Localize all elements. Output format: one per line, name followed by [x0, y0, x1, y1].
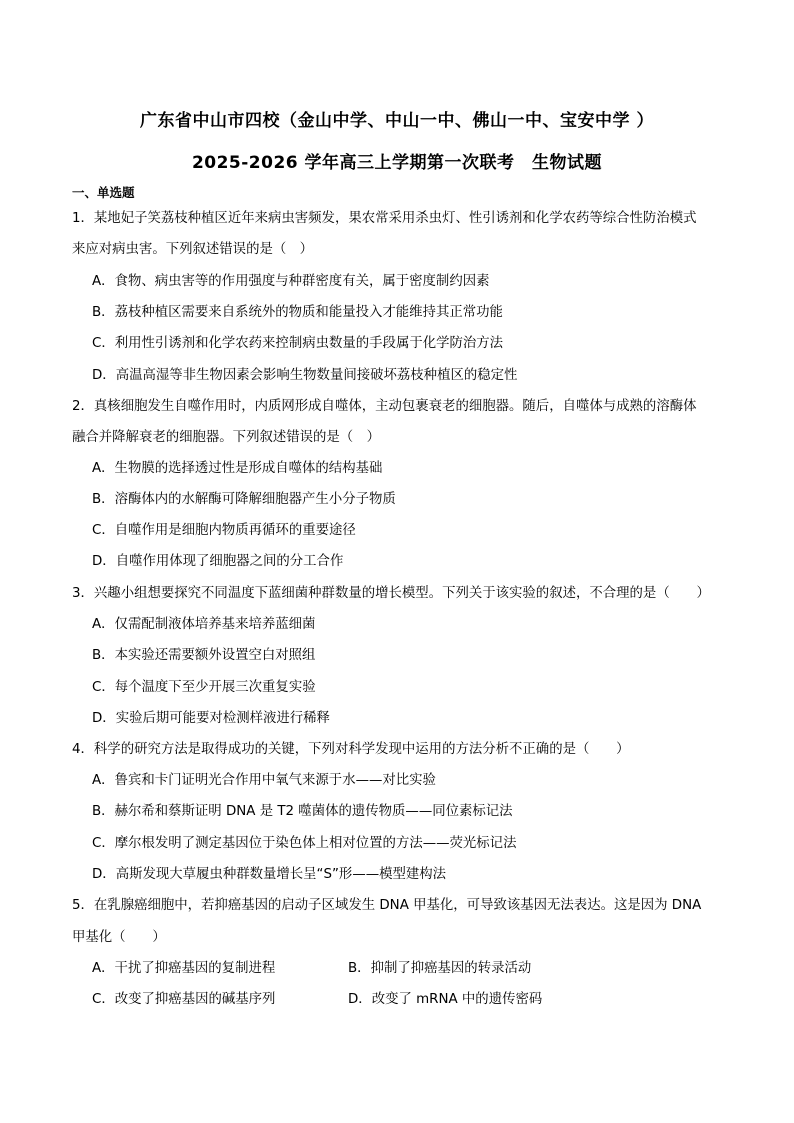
question-1-option-d: D．高温高湿等非生物因素会影响生物数量间接破坏荔枝种植区的稳定性 — [92, 368, 518, 383]
question-1-option-a: A．食物、病虫害等的作用强度与种群密度有关，属于密度制约因素 — [92, 274, 490, 289]
exam-title-line-2: 2025-2026 学年高三上学期第一次联考 生物试题 — [191, 153, 603, 173]
question-3-option-c: C．每个温度下至少开展三次重复实验 — [92, 680, 316, 695]
question-2-option-b: B．溶酶体内的水解酶可降解细胞器产生小分子物质 — [92, 492, 396, 507]
question-3-option-a: A．仅需配制液体培养基来培养蓝细菌 — [92, 617, 316, 632]
question-2-option-c: C．自噬作用是细胞内物质再循环的重要途径 — [92, 523, 356, 538]
question-1-stem-line-2: 来应对病虫害。下列叙述错误的是（ ） — [72, 242, 314, 257]
question-1-stem-line-1: 1．某地妃子笑荔枝种植区近年来病虫害频发，果农常采用杀虫灯、性引诱剂和化学农药等综合性防治模式 — [72, 211, 697, 226]
question-2-stem-line-1: 2．真核细胞发生自噬作用时，内质网形成自噬体，主动包裹衰老的细胞器。随后，自噬体与成熟的溶酶体 — [72, 399, 697, 414]
question-5-option-b: B．抑制了抑癌基因的转录活动 — [348, 961, 532, 976]
section-heading: 一、单选题 — [72, 185, 135, 200]
question-3-stem-line-1: 3．兴趣小组想要探究不同温度下蓝细菌种群数量的增长模型。下列关于该实验的叙述，不合理的是（ ） — [72, 586, 710, 601]
question-3-option-d: D．实验后期可能要对检测样液进行稀释 — [92, 711, 330, 726]
question-2-option-d: D．自噬作用体现了细胞器之间的分工合作 — [92, 554, 344, 569]
question-4-option-d: D．高斯发现大草履虫种群数量增长呈“S”形——模型建构法 — [92, 867, 447, 882]
question-5-option-a: A．干扰了抑癌基因的复制进程 — [92, 961, 276, 976]
question-5-stem-line-1: 5．在乳腺癌细胞中，若抑癌基因的启动子区域发生 DNA 甲基化，可导致该基因无法表达。这是因为 DNA — [72, 898, 702, 913]
question-2-stem-line-2: 融合并降解衰老的细胞器。下列叙述错误的是（ ） — [72, 430, 380, 445]
question-5-option-d: D．改变了 mRNA 中的遗传密码 — [348, 992, 543, 1007]
question-4-option-a: A．鲁宾和卡门证明光合作用中氧气来源于水——对比实验 — [92, 773, 436, 788]
question-2-option-a: A．生物膜的选择透过性是形成自噬体的结构基础 — [92, 461, 383, 476]
question-1-option-c: C．利用性引诱剂和化学农药来控制病虫数量的手段属于化学防治方法 — [92, 336, 504, 351]
question-1-option-b: B．荔枝种植区需要来自系统外的物质和能量投入才能维持其正常功能 — [92, 305, 503, 320]
question-3-option-b: B．本实验还需要额外设置空白对照组 — [92, 648, 316, 663]
question-4-option-b: B．赫尔希和蔡斯证明 DNA 是 T2 噬菌体的遗传物质——同位素标记法 — [92, 804, 513, 819]
exam-title-line-1: 广东省中山市四校（金山中学、中山一中、佛山一中、宝安中学 ） — [140, 111, 654, 131]
question-4-option-c: C．摩尔根发明了测定基因位于染色体上相对位置的方法——荧光标记法 — [92, 836, 517, 851]
question-5-stem-line-2: 甲基化（ ） — [72, 930, 166, 945]
question-5-option-c: C．改变了抑癌基因的碱基序列 — [92, 992, 276, 1007]
question-4-stem-line-1: 4．科学的研究方法是取得成功的关键，下列对科学发现中运用的方法分析不正确的是（ ） — [72, 742, 630, 757]
